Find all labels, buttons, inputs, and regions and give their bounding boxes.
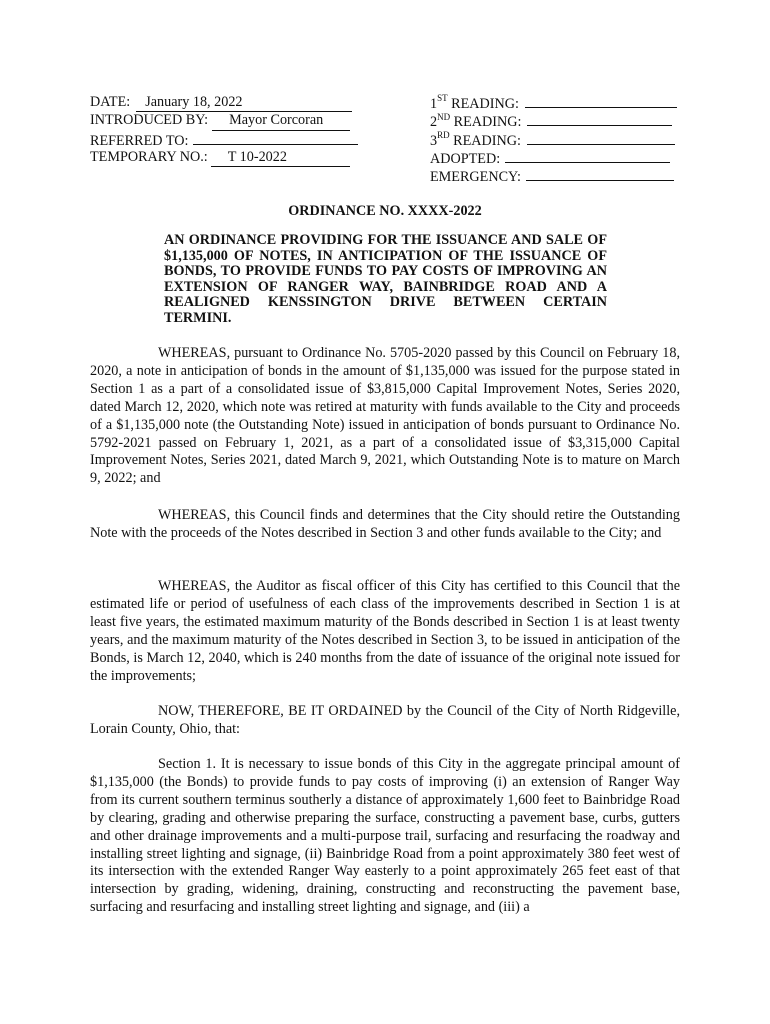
whereas-paragraph-1: WHEREAS, pursuant to Ordinance No. 5705-2020 passed by this Council on February 18, 2020, a note in anticipation of bonds in the amount of $1,135,000 was issued for the purpose stated in Section 1 as a part of a consolidated issue of $3,815,000 Capital Improvement Notes, Series 2020, dated March 12, 2020, which note was retired at maturity with funds available to the City and proceeds of a $1,135,000 note (the Outstanding Note) issued in anticipation of bonds pursuant to Ordinance No. 5792-2021 passed on February 1, 2021, as a part of a consolidated issue of $3,315,000 Capital Improvement Notes, Series 2021, dated March 9, 2021, which Outstanding Note is to mature on March 9, 2022; and bbox=[90, 345, 680, 487]
whereas-paragraph-3: WHEREAS, the Auditor as fiscal officer of this City has certified to this Council that the estimated life or period of usefulness of each class of the improvements described in Section 1 is at least five years, the estimated maximum maturity of the Bonds described in Section 1 is at least twenty years, and the maximum maturity of the Notes described in Section 3, to be issued in anticipation of the Bonds, is March 12, 2040, which is 240 months from the date of issuance of the original note issued for the improvements; bbox=[90, 578, 680, 684]
section-1-paragraph: Section 1. It is necessary to issue bonds of this City in the aggregate principal amount of $1,135,000 (the Bonds) to provide funds to pay costs of improving (i) an extension of Ranger Way from its current southern terminus southerly a distance of approximately 1,600 feet to Bainbridge Road by clearing, grading and otherwise preparing the surface, constructing a pavement base, curbs, gutters and other drainage improvements and a multi-purpose trail, surfacing and resurfacing the roadway and installing street lighting and signage, (ii) Bainbridge Road from a point approximately 380 feet west of its intersection with the extended Ranger Way easterly to a point approximately 265 feet east of that intersection by grading, widening, draining, constructing and reconstructing the pavement base, surfacing and resurfacing and installing street lighting and signage, and (iii) a bbox=[90, 756, 680, 916]
reading3-blank bbox=[527, 130, 675, 145]
reading3-label: 3RD READING: bbox=[430, 129, 521, 149]
whereas-paragraph-2: WHEREAS, this Council finds and determines that the City should retire the Outstanding Note with the proceeds of the Notes described in Section 3 and other funds available to the City; and bbox=[90, 507, 680, 541]
referred-row bbox=[90, 130, 358, 148]
emergency-row bbox=[430, 166, 677, 184]
temporary-label: TEMPORARY NO.: bbox=[90, 148, 208, 165]
reading1-row bbox=[430, 93, 677, 111]
adopted-row bbox=[430, 148, 677, 166]
introduced-row bbox=[90, 111, 358, 129]
temporary-value: T 10-2022 bbox=[211, 148, 350, 167]
introduced-value: Mayor Corcoran bbox=[212, 111, 350, 130]
date-value: January 18, 2022 bbox=[136, 93, 352, 112]
now-therefore-paragraph: NOW, THEREFORE, BE IT ORDAINED by the Council of the City of North Ridgeville, Lorain County, Ohio, that: bbox=[90, 703, 680, 737]
reading2-row bbox=[430, 111, 677, 129]
ordinance-heading: AN ORDINANCE PROVIDING FOR THE ISSUANCE AND SALE OF $1,135,000 OF NOTES, IN ANTICIPATION OF THE ISSUANCE OF BONDS, TO PROVIDE FUNDS TO PAY COSTS OF IMPROVING AN EXTENSION OF RANGER WAY, BAINBRIDGE ROAD AND A REALIGNED KENSSINGTON DRIVE BETWEEN CERTAIN TERMINI. bbox=[164, 232, 607, 326]
header-right-block bbox=[430, 93, 677, 184]
introduced-label: INTRODUCED BY: bbox=[90, 112, 209, 129]
reading1-label: 1ST READING: bbox=[430, 93, 519, 112]
ordinance-title: ORDINANCE NO. XXXX-2022 bbox=[288, 203, 482, 219]
date-row bbox=[90, 93, 358, 111]
referred-label: REFERRED TO: bbox=[90, 132, 189, 149]
reading2-blank bbox=[527, 111, 672, 126]
emergency-label: EMERGENCY: bbox=[430, 169, 521, 186]
reading1-blank bbox=[525, 93, 677, 108]
reading3-row bbox=[430, 130, 677, 148]
referred-blank bbox=[193, 130, 358, 145]
emergency-blank bbox=[526, 166, 674, 181]
adopted-label: ADOPTED: bbox=[430, 150, 501, 167]
header-left-block bbox=[90, 93, 358, 166]
temporary-row bbox=[90, 148, 358, 166]
reading2-label: 2ND READING: bbox=[430, 111, 522, 131]
date-label: DATE: bbox=[90, 94, 131, 110]
adopted-blank bbox=[505, 148, 670, 163]
